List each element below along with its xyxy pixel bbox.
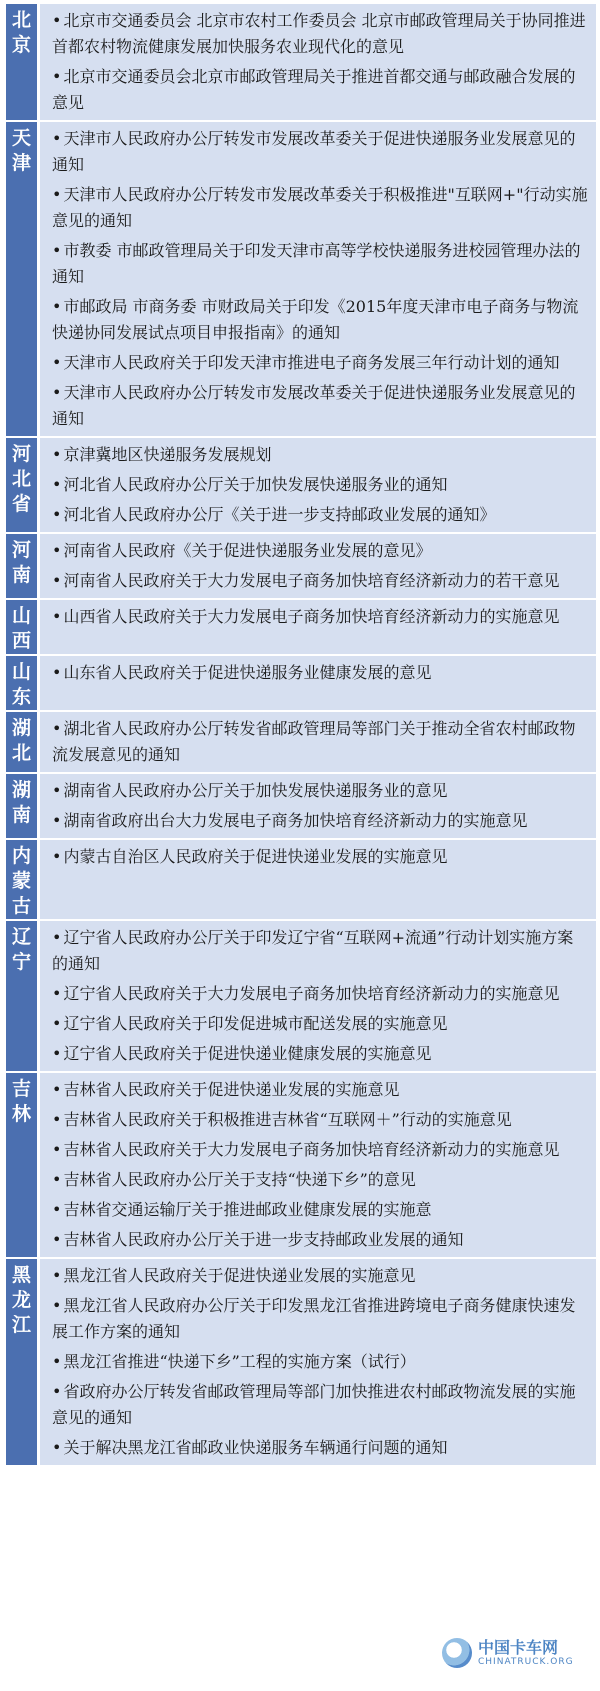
province-char: 南 (11, 564, 31, 586)
policy-item: • 湖南省政府出台大力发展电子商务加快培育经济新动力的实施意见 (52, 806, 588, 836)
policy-item: • 辽宁省人民政府关于大力发展电子商务加快培育经济新动力的实施意见 (52, 979, 588, 1009)
watermark (442, 1633, 592, 1673)
policy-item: • 北京市交通委员会北京市邮政管理局关于推进首都交通与邮政融合发展的意见 (52, 62, 588, 118)
policy-item: • 天津市人民政府办公厅转发市发展改革委关于促进快递服务业发展意见的通知 (52, 124, 588, 180)
policy-item: • 黑龙江省人民政府关于促进快递业发展的实施意见 (52, 1261, 588, 1291)
province-char: 天 (11, 127, 31, 149)
policy-item: • 辽宁省人民政府关于促进快递业健康发展的实施意见 (52, 1039, 588, 1069)
province-char: 南 (11, 804, 31, 826)
policy-list (40, 4, 596, 120)
province-char: 北 (11, 9, 31, 31)
province-row (6, 840, 596, 921)
policy-item: • 黑龙江省人民政府办公厅关于印发黑龙江省推进跨境电子商务健康快速发展工作方案的通知 (52, 1291, 588, 1347)
province-char: 东 (11, 686, 31, 708)
policy-item: • 黑龙江省推进“快递下乡”工程的实施方案（试行） (52, 1347, 588, 1377)
province-row (6, 921, 596, 1073)
watermark-text (478, 1637, 574, 1667)
province-char: 北 (11, 468, 31, 490)
province-char: 辽 (11, 926, 31, 948)
province-char: 津 (11, 152, 31, 174)
policy-item: • 天津市人民政府关于印发天津市推进电子商务发展三年行动计划的通知 (52, 348, 588, 378)
policy-item: • 湖南省人民政府办公厅关于加快发展快递服务业的意见 (52, 776, 588, 806)
province-char: 湖 (11, 717, 31, 739)
province-char: 山 (11, 661, 31, 683)
province-row (6, 122, 596, 438)
policy-list (40, 774, 596, 838)
policy-item: • 吉林省交通运输厅关于推进邮政业健康发展的实施意 (52, 1195, 588, 1225)
province-name (6, 656, 40, 710)
policy-item: • 天津市人民政府办公厅转发市发展改革委关于积极推进"互联网+"行动实施意见的通知 (52, 180, 588, 236)
table-body (6, 4, 596, 1467)
province-name (6, 712, 40, 772)
policy-item: • 吉林省人民政府办公厅关于支持“快递下乡”的意见 (52, 1165, 588, 1195)
policy-item: • 湖北省人民政府办公厅转发省邮政管理局等部门关于推动全省农村邮政物流发展意见的通知 (52, 714, 588, 770)
watermark-logo-icon (442, 1638, 472, 1668)
policy-list (40, 1073, 596, 1257)
policy-item: • 山东省人民政府关于促进快递服务业健康发展的意见 (52, 658, 588, 688)
province-char: 山 (11, 605, 31, 627)
province-char: 宁 (11, 951, 31, 973)
province-name (6, 1259, 40, 1465)
policy-item: • 市教委 市邮政管理局关于印发天津市高等学校快递服务进校园管理办法的通知 (52, 236, 588, 292)
province-char: 江 (11, 1314, 31, 1336)
province-char: 河 (11, 443, 31, 465)
policy-item: • 辽宁省人民政府关于印发促进城市配送发展的实施意见 (52, 1009, 588, 1039)
policy-item: • 河南省人民政府《关于促进快递服务业发展的意见》 (52, 536, 588, 566)
watermark-en: CHINATRUCK.ORG (478, 1656, 574, 1667)
policy-item: • 吉林省人民政府关于大力发展电子商务加快培育经济新动力的实施意见 (52, 1135, 588, 1165)
policy-list (40, 600, 596, 654)
policy-item: • 省政府办公厅转发省邮政管理局等部门加快推进农村邮政物流发展的实施意见的通知 (52, 1377, 588, 1433)
province-char: 黑 (11, 1264, 31, 1286)
policy-list (40, 712, 596, 772)
province-name (6, 840, 40, 919)
policy-list (40, 656, 596, 710)
policy-list (40, 840, 596, 919)
province-char: 河 (11, 539, 31, 561)
province-char: 西 (11, 630, 31, 652)
policy-item: • 内蒙古自治区人民政府关于促进快递业发展的实施意见 (52, 842, 588, 872)
policy-list (40, 122, 596, 436)
province-char: 吉 (11, 1078, 31, 1100)
province-row (6, 534, 596, 600)
province-row (6, 600, 596, 656)
province-name (6, 600, 40, 654)
policy-item: • 河北省人民政府办公厅《关于进一步支持邮政业发展的通知》 (52, 500, 588, 530)
province-name (6, 4, 40, 120)
province-row (6, 1073, 596, 1259)
province-name (6, 921, 40, 1071)
policy-list (40, 438, 596, 532)
policy-item: • 吉林省人民政府关于积极推进吉林省“互联网＋”行动的实施意见 (52, 1105, 588, 1135)
province-char: 内 (11, 845, 31, 867)
province-name (6, 122, 40, 436)
watermark-cn: 中国卡车网 (478, 1637, 559, 1657)
province-row (6, 438, 596, 534)
province-char: 北 (11, 742, 31, 764)
province-char: 林 (11, 1103, 31, 1125)
policy-item: • 河北省人民政府办公厅关于加快发展快递服务业的通知 (52, 470, 588, 500)
province-char: 古 (11, 895, 31, 917)
policy-item: • 关于解决黑龙江省邮政业快递服务车辆通行问题的通知 (52, 1433, 588, 1463)
province-char: 龙 (11, 1289, 31, 1311)
policy-list (40, 1259, 596, 1465)
province-name (6, 1073, 40, 1257)
province-name (6, 438, 40, 532)
policy-item: • 北京市交通委员会 北京市农村工作委员会 北京市邮政管理局关于协同推进首都农村物流健康发展加快服务农业现代化的意见 (52, 6, 588, 62)
province-row (6, 656, 596, 712)
policy-item: • 河南省人民政府关于大力发展电子商务加快培育经济新动力的若干意见 (52, 566, 588, 596)
province-char: 省 (11, 493, 31, 515)
policy-item: • 吉林省人民政府办公厅关于进一步支持邮政业发展的通知 (52, 1225, 588, 1255)
province-char: 京 (11, 34, 31, 56)
policy-item: • 辽宁省人民政府办公厅关于印发辽宁省“互联网+流通”行动计划实施方案的通知 (52, 923, 588, 979)
policy-list (40, 921, 596, 1071)
province-char: 湖 (11, 779, 31, 801)
policy-item: • 市邮政局 市商务委 市财政局关于印发《2015年度天津市电子商务与物流快递协同发展试点项目申报指南》的通知 (52, 292, 588, 348)
province-row (6, 1259, 596, 1467)
policy-list (40, 534, 596, 598)
province-name (6, 774, 40, 838)
policy-item: • 京津冀地区快递服务发展规划 (52, 440, 588, 470)
province-row (6, 712, 596, 774)
province-char: 蒙 (11, 870, 31, 892)
policy-item: • 山西省人民政府关于大力发展电子商务加快培育经济新动力的实施意见 (52, 602, 588, 632)
policy-item: • 吉林省人民政府关于促进快递业发展的实施意见 (52, 1075, 588, 1105)
policy-item: • 天津市人民政府办公厅转发市发展改革委关于促进快递服务业发展意见的通知 (52, 378, 588, 434)
province-name (6, 534, 40, 598)
province-row (6, 4, 596, 122)
province-row (6, 774, 596, 840)
